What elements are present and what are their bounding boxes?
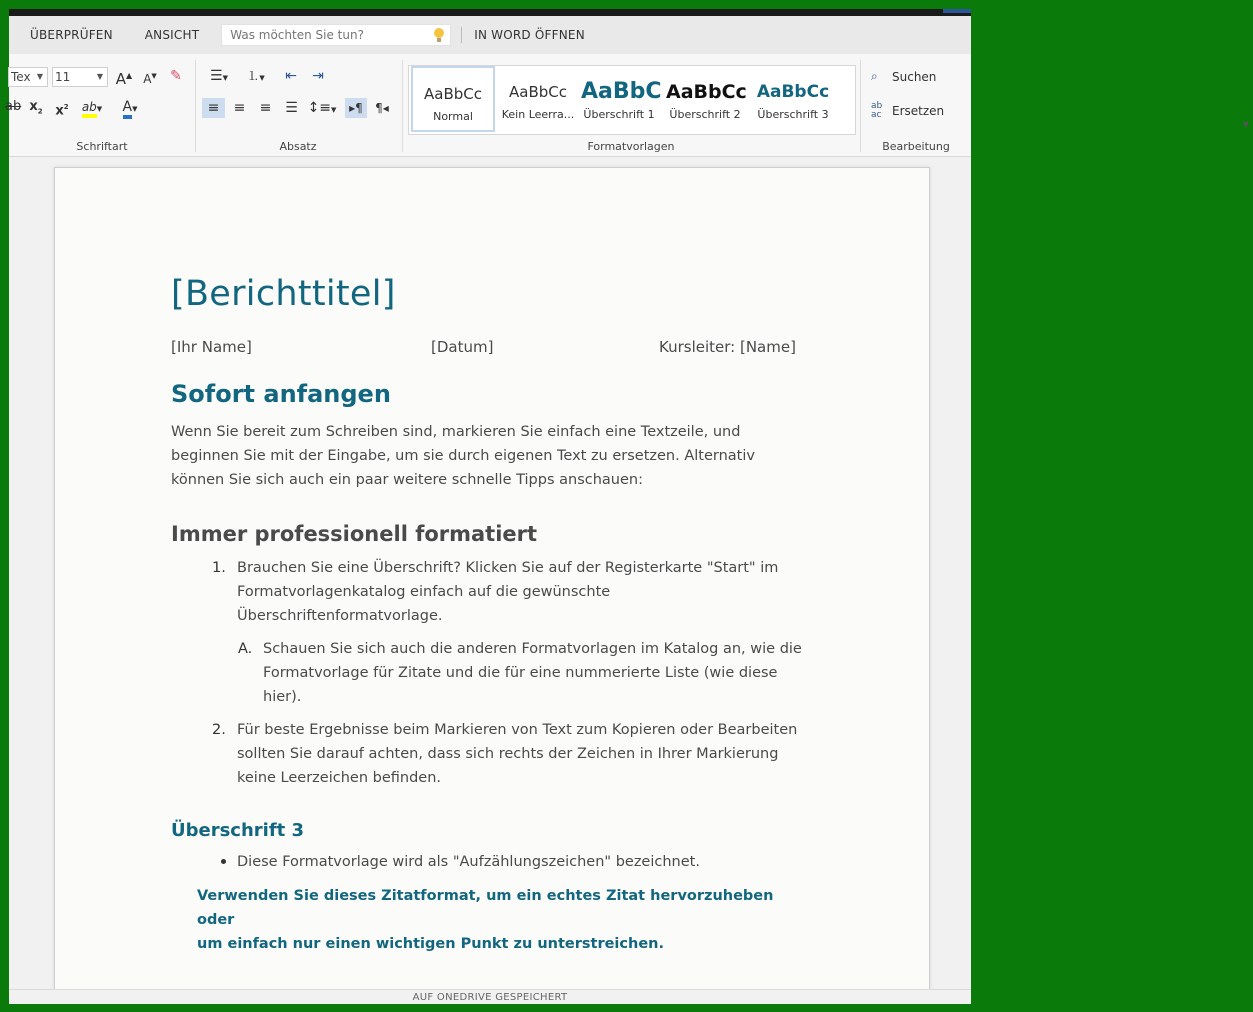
- heading-3[interactable]: Überschrift 3: [171, 820, 305, 841]
- tab-review[interactable]: ÜBERPRÜFEN: [30, 28, 113, 42]
- text-line: können Sie sich auch ein paar weitere schnelle Tipps anschauen:: [171, 472, 643, 488]
- replace-icon: ab ac: [871, 101, 883, 120]
- style-heading-3[interactable]: [751, 66, 835, 132]
- report-date[interactable]: [Datum]: [431, 338, 494, 356]
- open-in-word-button[interactable]: IN WORD ÖFFNEN: [474, 28, 585, 42]
- align-right-icon[interactable]: ≡: [259, 100, 272, 116]
- text-line: Schauen Sie sich auch die anderen Formatvorlagen im Katalog an, wie die: [263, 641, 802, 657]
- chevron-down-icon: ▼: [36, 72, 43, 81]
- align-left-icon[interactable]: ≡: [202, 98, 225, 118]
- ribbon: [5, 54, 1250, 157]
- bullets-icon[interactable]: ☰▼: [210, 68, 228, 84]
- decrease-indent-icon[interactable]: ⇤: [285, 68, 297, 84]
- text-line: keine Leerzeichen befinden.: [237, 770, 441, 786]
- text-line: beginnen Sie mit der Eingabe, um sie durch eigenen Text zu ersetzen. Alternativ: [171, 448, 755, 464]
- replace-label: Ersetzen: [892, 104, 945, 118]
- style-sample: AaBbCc: [756, 82, 830, 102]
- text-line: Überschriftenformatvorlage.: [237, 608, 443, 624]
- text-line: Verwenden Sie dieses Zitatformat, um ein echtes Zitat hervorzuheben oder: [197, 888, 774, 928]
- group-label-styles: Formatvorlagen: [587, 140, 675, 153]
- text-line: sollten Sie darauf achten, dass sich rechts der Zeichen in Ihrer Markierung: [237, 746, 779, 762]
- style-sample: AaBbCc: [424, 85, 482, 103]
- superscript-icon[interactable]: $x^2$: [55, 103, 69, 119]
- app-frame: [5, 9, 1250, 1003]
- bullet-item[interactable]: [237, 850, 837, 874]
- binoculars-icon: ⌕: [871, 69, 878, 83]
- style-name: Kein Leerra...: [501, 108, 575, 121]
- text-line: Wenn Sie bereit zum Schreiben sind, markieren Sie einfach eine Textzeile, und: [171, 424, 741, 440]
- chevron-down-icon: ▼: [96, 72, 103, 81]
- subscript-icon[interactable]: $x_2$: [29, 99, 43, 116]
- list-marker: 2.: [212, 722, 226, 738]
- group-divider: [195, 60, 196, 152]
- title-bar-accent: [943, 9, 971, 13]
- text-line: Formatvorlage für Zitate und die für eine nummerierte Liste (wie diese: [263, 665, 778, 681]
- style-name: Überschrift 2: [669, 108, 741, 121]
- align-center-icon[interactable]: ≡: [233, 100, 246, 116]
- heading-1[interactable]: Sofort anfangen: [171, 380, 391, 408]
- author-name[interactable]: [Ihr Name]: [171, 338, 252, 356]
- list-item[interactable]: [238, 637, 843, 709]
- group-divider: [860, 60, 861, 152]
- numbering-icon[interactable]: ⒈▼: [247, 69, 265, 83]
- font-size-value: 11: [55, 70, 71, 84]
- list-marker: 1.: [212, 560, 226, 576]
- quote-block[interactable]: [197, 884, 797, 956]
- text-line: um einfach nur einen wichtigen Punkt zu unterstreichen.: [197, 936, 664, 952]
- text-line: Für beste Ergebnisse beim Markieren von Text zum Kopieren oder Bearbeiten: [237, 722, 798, 738]
- tab-view[interactable]: ANSICHT: [144, 28, 200, 42]
- justify-icon[interactable]: ☰: [285, 100, 298, 116]
- search-label: Suchen: [892, 69, 937, 84]
- style-sample: AaBbCc: [509, 83, 567, 101]
- style-sample: AaBbCc: [666, 81, 747, 103]
- font-size-select[interactable]: [52, 67, 108, 87]
- tab-divider: [461, 27, 462, 43]
- replace-button[interactable]: [871, 102, 944, 120]
- font-color-icon[interactable]: A▼: [115, 97, 145, 119]
- shrink-font-icon[interactable]: A▼: [143, 72, 157, 86]
- group-label-font: Schriftart: [76, 140, 128, 153]
- tell-me-input[interactable]: [228, 27, 422, 43]
- style-name: Überschrift 3: [757, 108, 829, 121]
- style-sample: AaBbC: [581, 79, 662, 104]
- intro-paragraph[interactable]: [171, 420, 791, 492]
- clear-formatting-icon[interactable]: ✎: [170, 68, 182, 84]
- highlight-icon[interactable]: ab▼: [77, 97, 107, 119]
- ribbon-tabs: [9, 16, 971, 54]
- group-divider: [402, 60, 403, 152]
- font-name-value: Tex: [11, 70, 31, 84]
- style-name: Überschrift 1: [583, 108, 655, 121]
- style-no-spacing[interactable]: [496, 66, 580, 132]
- list-item[interactable]: [212, 556, 837, 628]
- text-line: Diese Formatvorlage wird als "Aufzählungszeichen" bezeichnet.: [237, 854, 700, 870]
- styles-more-button[interactable]: [1239, 80, 1253, 142]
- search-button[interactable]: [871, 69, 936, 84]
- document-area: [9, 157, 971, 989]
- text-line: Formatvorlagenkatalog einfach auf die gewünschte: [237, 584, 611, 600]
- style-name: Normal: [433, 110, 473, 123]
- report-title[interactable]: [Berichttitel]: [171, 274, 396, 314]
- group-label-editing: Bearbeitung: [882, 140, 950, 153]
- chevron-down-icon: ▼: [1242, 120, 1250, 129]
- document-page[interactable]: [54, 167, 930, 999]
- title-bar: [9, 9, 971, 16]
- rtl-paragraph-icon[interactable]: ¶◂: [375, 101, 389, 115]
- style-heading-1[interactable]: [581, 66, 662, 132]
- strikethrough-icon[interactable]: ab: [5, 99, 22, 114]
- lightbulb-icon: [434, 28, 444, 42]
- grow-font-icon[interactable]: A▲: [115, 70, 133, 88]
- list-item[interactable]: [212, 718, 837, 790]
- group-label-paragraph: Absatz: [279, 140, 317, 153]
- font-name-select[interactable]: [8, 67, 48, 87]
- heading-2[interactable]: Immer professionell formatiert: [171, 522, 538, 546]
- increase-indent-icon[interactable]: ⇥: [312, 68, 324, 84]
- tell-me-box[interactable]: [221, 24, 451, 46]
- instructor-name[interactable]: Kursleiter: [Name]: [659, 338, 796, 356]
- style-heading-2[interactable]: [666, 66, 747, 132]
- list-marker: A.: [238, 641, 253, 657]
- line-spacing-icon[interactable]: ↕≡▼: [307, 100, 337, 116]
- text-line: hier).: [263, 689, 302, 705]
- bullet-icon: [221, 859, 226, 864]
- style-normal[interactable]: [411, 66, 495, 132]
- text-line: Brauchen Sie eine Überschrift? Klicken Sie auf der Registerkarte "Start" im: [237, 560, 779, 576]
- ltr-paragraph-icon[interactable]: ▸¶: [345, 98, 367, 118]
- status-bar: AUF ONEDRIVE GESPEICHERT: [9, 989, 971, 1004]
